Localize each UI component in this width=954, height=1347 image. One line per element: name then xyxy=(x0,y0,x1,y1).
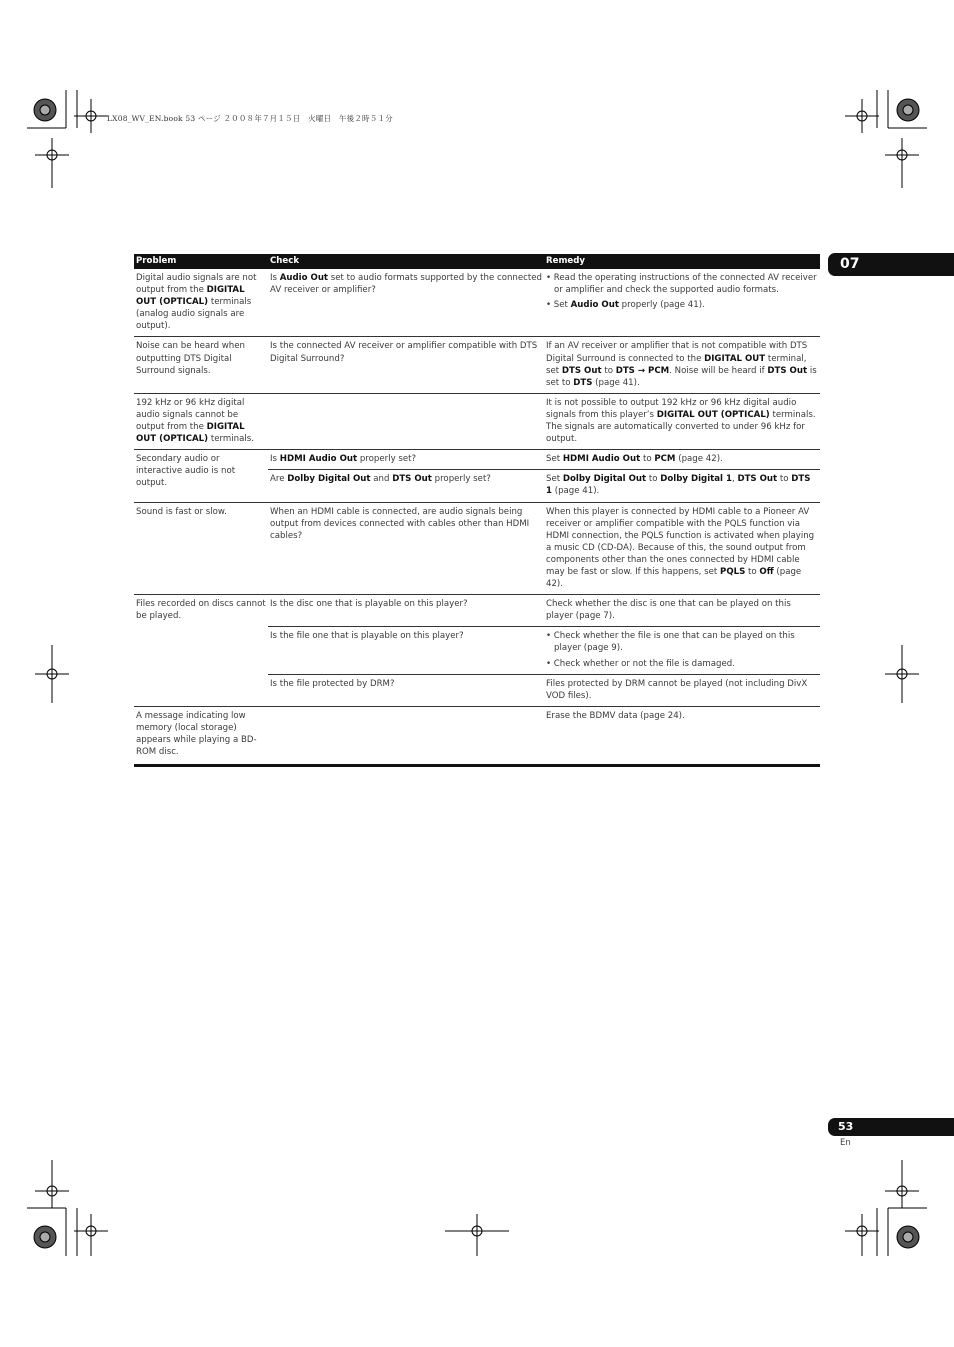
table-row xyxy=(134,269,820,337)
remedy-bullet: • Check whether or not the file is damaged. xyxy=(546,658,735,669)
problem-cell: Noise can be heard when outputting DTS Digital Surround signals. xyxy=(134,337,268,393)
check-cell: Are Dolby Digital Out and DTS Out properly set? xyxy=(268,470,544,502)
language-label: En xyxy=(840,1138,851,1148)
chapter-tab xyxy=(828,253,954,276)
print-header: LX08_WV_EN.book 53 ページ ２００８年７月１５日 火曜日 午後２時５１分 xyxy=(107,114,393,123)
remedy-bullet: • Check whether the file is one that can be played on this player (page 9). xyxy=(546,631,795,654)
page-number: 53 xyxy=(838,1120,854,1133)
remedy-cell: Check whether the disc is one that can be played on this player (page 7). xyxy=(544,595,820,627)
remedy-cell xyxy=(544,627,820,674)
remedy-cell: Erase the BDMV data (page 24). xyxy=(544,706,820,765)
check-cell xyxy=(268,393,544,449)
remedy-cell: Files protected by DRM cannot be played (not including DivX VOD files). xyxy=(544,674,820,706)
check-cell xyxy=(268,706,544,765)
remedy-cell: Set Dolby Digital Out to Dolby Digital 1, DTS Out to DTS 1 (page 41). xyxy=(544,470,820,502)
check-cell: Is the file protected by DRM? xyxy=(268,674,544,706)
problem-cell: Digital audio signals are not output from the DIGITAL OUT (OPTICAL) terminals (analog audio signals are output). xyxy=(134,269,268,337)
remedy-bullet: • Set Audio Out properly (page 41). xyxy=(546,300,705,311)
check-cell: When an HDMI cable is connected, are audio signals being output from devices connected with cables other than HDMI cables? xyxy=(268,502,544,595)
check-cell: Is Audio Out set to audio formats supported by the connected AV receiver or amplifier? xyxy=(268,269,544,337)
remedy-cell: If an AV receiver or amplifier that is not compatible with DTS Digital Surround is connected to the DIGITAL OUT terminal, set DTS Out to DTS → PCM. Noise will be heard if DTS Out is set to DTS (page 41). xyxy=(544,337,820,393)
header-problem: Problem xyxy=(134,254,268,269)
remedy-cell xyxy=(544,269,820,337)
page-number-tab xyxy=(828,1118,954,1136)
problem-cell: Secondary audio or interactive audio is not output. xyxy=(134,450,268,502)
chapter-number: 07 xyxy=(840,256,860,272)
check-cell: Is the connected AV receiver or amplifier compatible with DTS Digital Surround? xyxy=(268,337,544,393)
table-row xyxy=(134,595,820,627)
table-row xyxy=(134,337,820,393)
problem-cell: 192 kHz or 96 kHz digital audio signals cannot be output from the DIGITAL OUT (OPTICAL) terminals. xyxy=(134,393,268,449)
check-cell: Is the disc one that is playable on this player? xyxy=(268,595,544,627)
table-row xyxy=(134,450,820,470)
table-row xyxy=(134,393,820,449)
problem-cell: A message indicating low memory (local storage) appears while playing a BD-ROM disc. xyxy=(134,706,268,765)
remedy-bullet: • Read the operating instructions of the connected AV receiver or amplifier and check the supported audio formats. xyxy=(546,273,817,296)
check-cell: Is HDMI Audio Out properly set? xyxy=(268,450,544,470)
table-row xyxy=(134,706,820,765)
check-cell: Is the file one that is playable on this player? xyxy=(268,627,544,674)
remedy-cell: Set HDMI Audio Out to PCM (page 42). xyxy=(544,450,820,470)
remedy-cell: When this player is connected by HDMI cable to a Pioneer AV receiver or amplifier compatible with the PQLS function via HDMI connection, the PQLS function is activated when playing a music CD (CD-DA). Because of this, the sound output from components other than the ones connected by HDMI cable may be fast or slow. If this happens, set PQLS to Off (page 42). xyxy=(544,502,820,595)
remedy-cell: It is not possible to output 192 kHz or 96 kHz digital audio signals from this player’s DIGITAL OUT (OPTICAL) terminals. The signals are automatically converted to under 96 kHz for output. xyxy=(544,393,820,449)
troubleshooting-table xyxy=(134,254,820,767)
problem-cell: Sound is fast or slow. xyxy=(134,502,268,595)
table-row xyxy=(134,502,820,595)
header-check: Check xyxy=(268,254,544,269)
problem-cell: Files recorded on discs cannot be played. xyxy=(134,595,268,707)
header-remedy: Remedy xyxy=(544,254,820,269)
table-header-row xyxy=(134,254,820,269)
